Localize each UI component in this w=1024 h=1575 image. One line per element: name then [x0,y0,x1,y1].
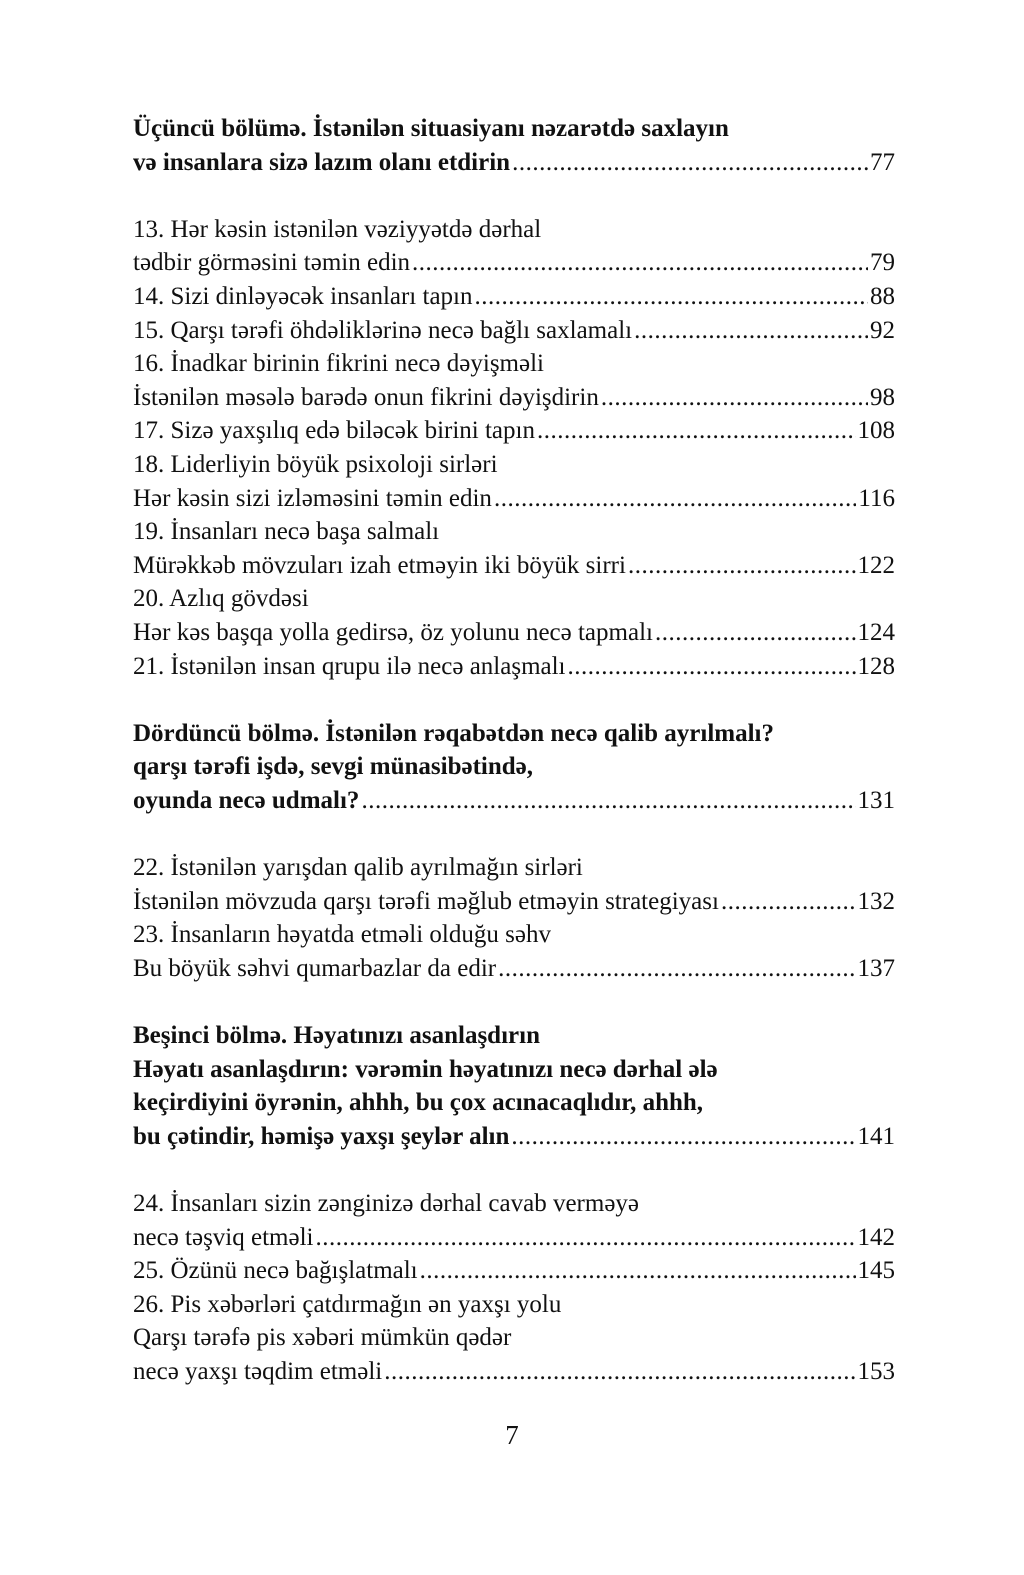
dot-leader [361,784,855,818]
toc-entry-text: İstənilən mövzuda qarşı tərəfi məğlub etməyin strategiyası [133,887,719,915]
toc-entry-text: tədbir görməsini təmin edin [133,249,411,277]
toc-entry-text: 25. Özünü necə bağışlatmalı [133,1257,418,1285]
dot-leader [475,280,869,314]
page-ref: 79 [870,249,895,277]
section-heading-text: bu çətindir, həmişə yaxşı şeylər alın [133,1122,510,1150]
dot-leader [384,1355,855,1389]
toc-entry [133,347,895,381]
toc-entry-text: 16. İnadkar birinin fikrini necə dəyişməli [133,350,544,378]
section-heading [133,1086,895,1120]
toc-entry-text: Bu böyük səhvi qumarbazlar da edir [133,954,497,982]
dot-leader [601,381,868,415]
toc-entry [133,381,895,415]
section-heading [133,146,895,180]
dot-leader [315,1221,855,1255]
toc-entry-text: 19. İnsanları necə başa salmalı [133,518,440,546]
toc-entry-text: Hər kəs başqa yolla gedirsə, öz yolunu necə tapmalı [133,618,653,646]
page-ref: 124 [857,618,895,646]
section-heading-text: keçirdiyini öyrənin, ahhh, bu çox acınacaqlıdır, ahhh, [133,1089,704,1117]
toc-entry-text: 17. Sizə yaxşılıq edə biləcək birini tapın [133,417,535,445]
toc-entry [133,1254,895,1288]
page-ref: 145 [857,1257,895,1285]
section-heading-text: qarşı tərəfi işdə, sevgi münasibətində, [133,753,533,781]
table-of-contents [133,112,895,1389]
toc-entry-text: Mürəkkəb mövzuları izah etməyin iki böyük sirri [133,551,626,579]
toc-entry [133,582,895,616]
toc-entry-text: 14. Sizi dinləyəcək insanları tapın [133,282,473,310]
toc-entry [133,246,895,280]
toc-entry-text: necə yaxşı təqdim etməli [133,1357,383,1385]
dot-leader [634,314,868,348]
page-ref: 153 [857,1357,895,1385]
toc-entry-text: Hər kəsin sizi izləməsini təmin edin [133,484,492,512]
toc-entry [133,414,895,448]
toc-entry [133,851,895,885]
toc-entry [133,1288,895,1322]
page-ref: 77 [870,148,895,176]
toc-entry-text: 24. İnsanları sizin zənginizə dərhal cavab verməyə [133,1190,640,1217]
dot-leader [412,246,868,280]
section-heading-text: Üçüncü bölümə. İstənilən situasiyanı nəzarətdə saxlayın [133,115,729,142]
section-heading [133,112,895,146]
toc-entry [133,918,895,952]
toc-entry [133,515,895,549]
toc-entry [133,549,895,583]
toc-entry [133,650,895,684]
toc-entry [133,213,895,247]
toc-entry-text: necə təşviq etməli [133,1223,314,1251]
toc-entry [133,280,895,314]
page-ref: 116 [858,484,895,512]
dot-leader [721,885,856,919]
section-heading [133,1019,895,1053]
dot-leader [628,549,856,583]
toc-entry-text: 18. Liderliyin böyük psixoloji sirləri [133,450,498,478]
dot-leader [494,482,856,516]
toc-entry-text: 13. Hər kəsin istənilən vəziyyətdə dərhal [133,215,542,243]
section-heading [133,1120,895,1154]
page-ref: 122 [857,551,895,579]
section-heading-text: Beşinci bölmə. Həyatınızı asanlaşdırın [133,1022,540,1050]
toc-entry-text: 22. İstənilən yarışdan qalib ayrılmağın sirləri [133,854,583,882]
toc-entry [133,952,895,986]
page-ref: 137 [857,954,895,982]
toc-entry-text: 21. İstənilən insan qrupu ilə necə anlaşmalı [133,652,566,680]
page-ref: 92 [870,316,895,344]
page-ref: 142 [857,1223,895,1251]
section-heading [133,717,895,751]
section-heading-text: və insanlara sizə lazım olanı etdirin [133,148,511,176]
toc-entry [133,448,895,482]
toc-entry [133,314,895,348]
toc-entry-text: 26. Pis xəbərləri çatdırmağın ən yaxşı yolu [133,1290,562,1318]
dot-leader [568,650,856,684]
dot-leader [512,146,868,180]
toc-entry [133,1355,895,1389]
page-ref: 132 [857,887,895,915]
toc-entry [133,1187,895,1221]
page-ref: 141 [857,1122,895,1150]
section-heading-text: oyunda necə udmalı? [133,786,360,814]
page-number: 7 [505,1420,519,1450]
page-ref: 131 [857,786,895,814]
section-heading [133,750,895,784]
dot-leader [498,952,855,986]
section-heading-text: Həyatı asanlaşdırın: vərəmin həyatınızı necə dərhal ələ [133,1055,718,1083]
toc-entry [133,885,895,919]
toc-entry-text: 15. Qarşı tərəfi öhdəliklərinə necə bağlı saxlamalı [133,316,633,344]
toc-entry-text: 23. İnsanların həyatda etməli olduğu səhv [133,921,551,949]
page-ref: 98 [870,383,895,411]
section-heading [133,784,895,818]
toc-entry [133,1321,895,1355]
dot-leader [420,1254,856,1288]
toc-entry-text: İstənilən məsələ barədə onun fikrini dəyişdirin [133,383,599,411]
toc-entry [133,482,895,516]
toc-entry-text: 20. Azlıq gövdəsi [133,585,309,613]
dot-leader [655,616,856,650]
toc-entry [133,1221,895,1255]
section-heading [133,1053,895,1087]
dot-leader [537,414,856,448]
section-heading-text: Dördüncü bölmə. İstənilən rəqabətdən necə qalib ayrılmalı? [133,719,774,747]
dot-leader [511,1120,855,1154]
page-ref: 108 [857,417,895,445]
toc-entry-text: Qarşı tərəfə pis xəbəri mümkün qədər [133,1324,512,1352]
page-ref: 128 [857,652,895,680]
toc-entry [133,616,895,650]
page-ref: 88 [870,282,895,310]
